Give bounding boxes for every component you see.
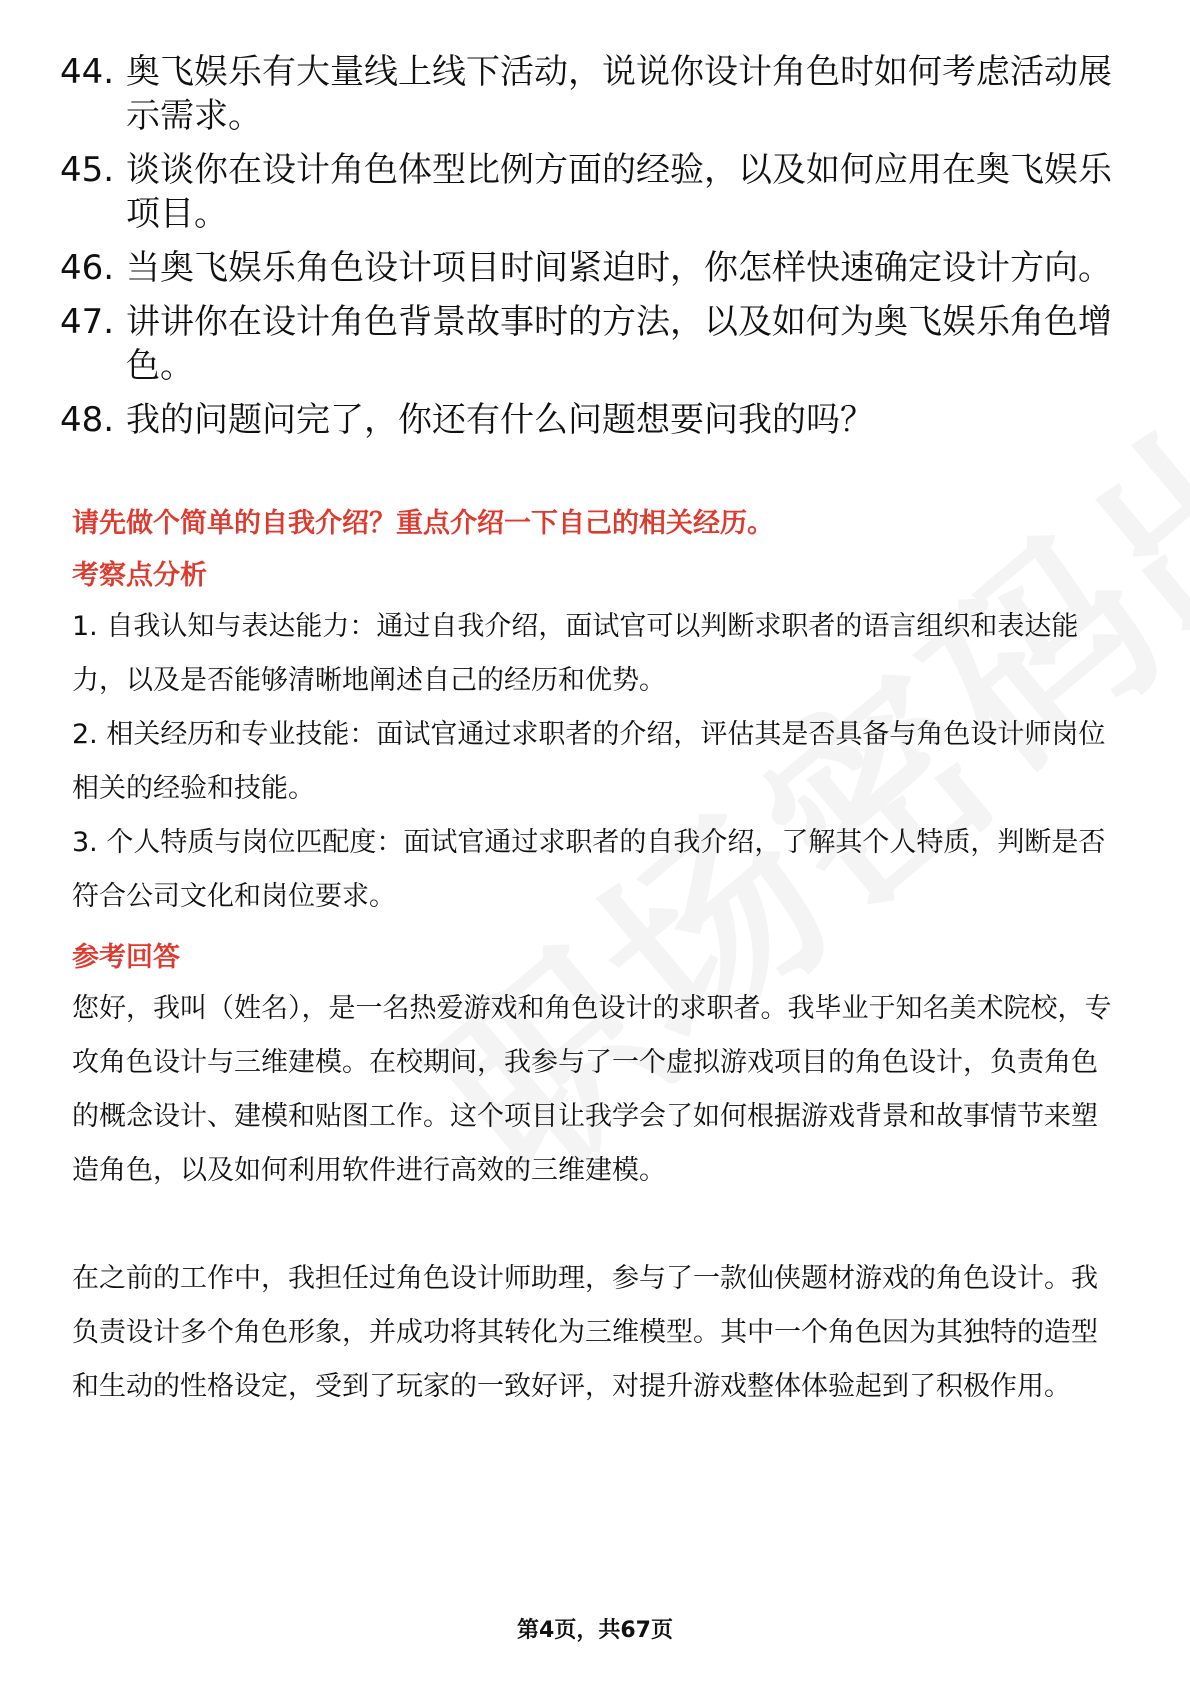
answer-body <box>72 982 1122 1414</box>
question-number: 47. <box>60 302 115 342</box>
question-number: 44. <box>60 52 115 92</box>
analysis-point: 1. 自我认知与表达能力：通过自我介绍，面试官可以判断求职者的语言组织和表达能力，以及是否能够清晰地阐述自己的经历和优势。 <box>72 611 1079 696</box>
question-text: 讲讲你在设计角色背景故事时的方法，以及如何为奥飞娱乐角色增色。 <box>126 302 1112 386</box>
list-item <box>60 398 1120 442</box>
analysis-point: 2. 相关经历和专业技能：面试官通过求职者的介绍，评估其是否具备与角色设计师岗位相关的经验和技能。 <box>72 719 1106 804</box>
question-number: 48. <box>60 400 115 440</box>
analysis-points <box>72 600 1122 924</box>
question-heading: 请先做个简单的自我介绍？重点介绍一下自己的相关经历。 <box>72 508 774 539</box>
question-text: 我的问题问完了，你还有什么问题想要问我的吗？ <box>126 400 874 440</box>
analysis-title: 考察点分析 <box>72 560 207 591</box>
question-number: 46. <box>60 248 115 288</box>
question-text: 奥飞娱乐有大量线上线下活动，说说你设计角色时如何考虑活动展示需求。 <box>126 52 1112 136</box>
question-heading-section <box>72 506 1122 542</box>
answer-section <box>72 940 1122 1414</box>
analysis-section <box>72 558 1122 924</box>
answer-paragraph: 您好，我叫（姓名），是一名热爱游戏和角色设计的求职者。我毕业于知名美术院校，专攻角色设计与三维建模。在校期间，我参与了一个虚拟游戏项目的角色设计，负责角色的概念设计、建模和贴图工作。这个项目让我学会了如何根据游戏背景和故事情节来塑造角色，以及如何利用软件进行高效的三维建模。 <box>72 993 1112 1186</box>
answer-paragraph: 在之前的工作中，我担任过角色设计师助理，参与了一款仙侠题材游戏的角色设计。我负责设计多个角色形象，并成功将其转化为三维模型。其中一个角色因为其独特的造型和生动的性格设定，受到了玩家的一致好评，对提升游戏整体体验起到了积极作用。 <box>72 1263 1098 1402</box>
question-text: 谈谈你在设计角色体型比例方面的经验，以及如何应用在奥飞娱乐项目。 <box>126 150 1112 234</box>
question-number: 45. <box>60 150 115 190</box>
question-text: 当奥飞娱乐角色设计项目时间紧迫时，你怎样快速确定设计方向。 <box>126 248 1112 288</box>
analysis-point: 3. 个人特质与岗位匹配度：面试官通过求职者的自我介绍，了解其个人特质，判断是否符合公司文化和岗位要求。 <box>72 827 1106 912</box>
question-list <box>60 50 1120 452</box>
list-item <box>60 148 1120 236</box>
answer-title: 参考回答 <box>72 942 180 973</box>
list-item <box>60 300 1120 388</box>
list-item <box>60 50 1120 138</box>
list-item <box>60 246 1120 290</box>
page-footer: 第4页，共67页 <box>517 1618 673 1643</box>
